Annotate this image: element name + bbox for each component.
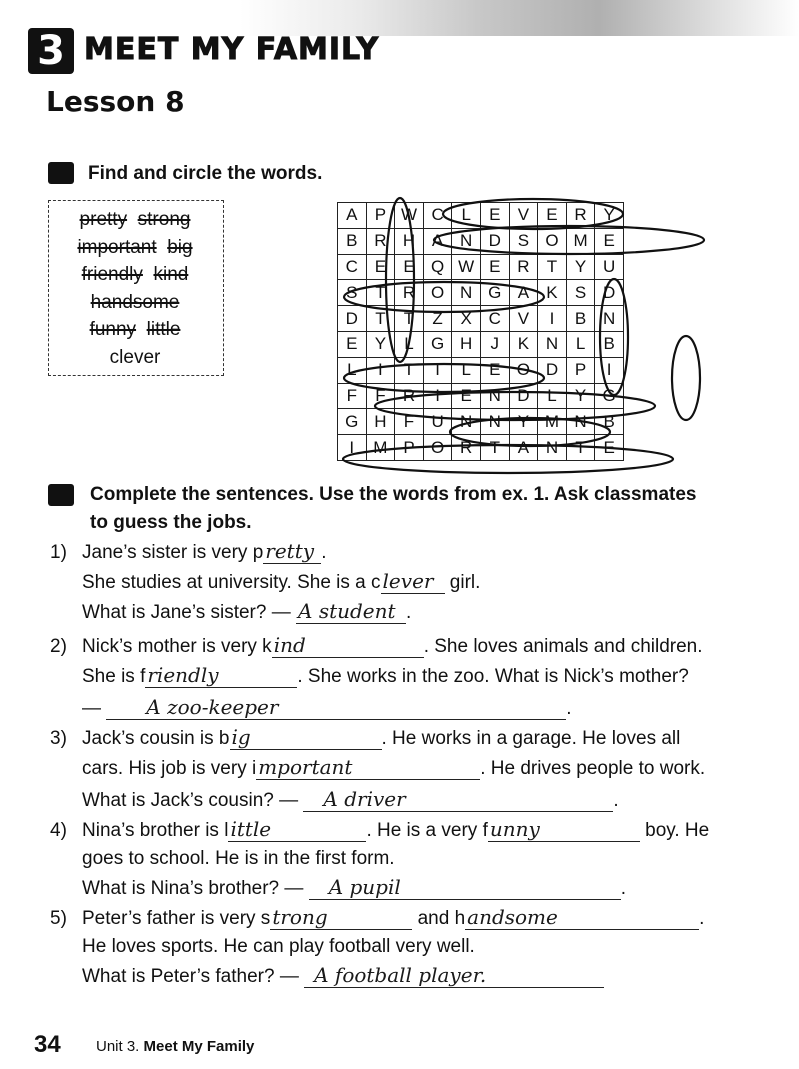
circle-little xyxy=(344,364,544,392)
grid-cell[interactable]: C xyxy=(480,306,509,332)
grid-cell[interactable]: M xyxy=(538,409,567,435)
grid-cell[interactable]: S xyxy=(566,280,595,306)
grid-cell[interactable]: I xyxy=(338,435,367,461)
grid-cell[interactable]: B xyxy=(566,306,595,332)
word-box-line xyxy=(48,261,222,288)
item-number: 1) xyxy=(50,542,67,563)
grid-cell[interactable]: E xyxy=(395,254,424,280)
answer-field[interactable]: unny xyxy=(488,817,640,842)
grid-cell[interactable]: A xyxy=(338,203,367,229)
answer-field[interactable]: riendly xyxy=(145,663,297,688)
grid-cell[interactable]: G xyxy=(595,383,624,409)
exercise-2-icon xyxy=(48,484,74,506)
grid-cell[interactable]: T xyxy=(366,280,395,306)
grid-cell[interactable]: N xyxy=(595,306,624,332)
page-number: 34 xyxy=(34,1031,61,1058)
item-1-line-2: She studies at university. She is a c lever girl. xyxy=(82,569,481,593)
grid-cell[interactable]: W xyxy=(395,203,424,229)
item-number: 2) xyxy=(50,636,67,657)
word-item: kind xyxy=(153,264,189,285)
word-item: pretty xyxy=(79,209,128,230)
lesson-title: Lesson 8 xyxy=(46,85,185,118)
grid-cell[interactable]: G xyxy=(338,409,367,435)
grid-cell[interactable]: E xyxy=(480,357,509,383)
grid-cell[interactable]: T xyxy=(395,306,424,332)
grid-cell[interactable]: H xyxy=(366,409,395,435)
grid-cell[interactable]: R xyxy=(566,203,595,229)
grid-cell[interactable]: O xyxy=(538,228,567,254)
item-4-line-3: What is Nina’s brother? — A pupil . xyxy=(82,875,626,899)
grid-cell[interactable]: N xyxy=(480,383,509,409)
grid-cell[interactable]: B xyxy=(595,331,624,357)
exercise-2-title-line2: to guess the jobs. xyxy=(90,512,252,533)
exercise-2-title-line1: Complete the sentences. Use the words from ex. 1. Ask classmates xyxy=(90,484,697,505)
grid-cell[interactable]: O xyxy=(509,357,538,383)
answer-field[interactable]: andsome xyxy=(465,905,699,930)
item-2-line-1: Nick’s mother is very k ind . She loves animals and children. xyxy=(82,633,703,657)
answer-field[interactable]: lever xyxy=(381,569,445,594)
grid-cell[interactable]: G xyxy=(480,280,509,306)
answer-field[interactable]: A student xyxy=(296,599,406,624)
circle-friendly xyxy=(375,392,655,420)
grid-cell[interactable]: X xyxy=(452,306,481,332)
grid-cell[interactable]: Y xyxy=(595,203,624,229)
grid-cell[interactable]: R xyxy=(452,435,481,461)
exercise-1-icon xyxy=(48,162,74,184)
grid-cell[interactable]: C xyxy=(423,203,452,229)
grid-cell[interactable]: N xyxy=(452,409,481,435)
circle-strong xyxy=(344,282,544,312)
item-3-line-2: cars. His job is very i mportant . He drives people to work. xyxy=(82,755,706,779)
answer-field[interactable]: ittle xyxy=(228,817,366,842)
answer-field[interactable]: trong xyxy=(270,905,412,930)
circle-handsome xyxy=(434,226,704,254)
grid-cell[interactable]: T xyxy=(538,254,567,280)
grid-cell[interactable]: P xyxy=(566,357,595,383)
grid-cell[interactable]: N xyxy=(538,435,567,461)
item-number: 3) xyxy=(50,728,67,749)
grid-cell[interactable]: Y xyxy=(509,409,538,435)
grid-cell[interactable]: F xyxy=(366,383,395,409)
grid-cell[interactable]: T xyxy=(395,357,424,383)
circle-big xyxy=(672,336,700,420)
grid-cell[interactable]: L xyxy=(538,383,567,409)
grid-cell[interactable]: U xyxy=(595,254,624,280)
grid-circle-marks xyxy=(330,192,710,482)
grid-cell[interactable]: E xyxy=(595,228,624,254)
word-box-line xyxy=(48,344,222,371)
grid-cell[interactable]: N xyxy=(452,280,481,306)
grid-cell[interactable]: I xyxy=(366,357,395,383)
item-number: 4) xyxy=(50,820,67,841)
word-item: important xyxy=(77,236,157,258)
grid-cell[interactable]: N xyxy=(538,331,567,357)
answer-field[interactable]: A zoo-keeper xyxy=(106,695,566,720)
answer-field[interactable]: retty xyxy=(263,539,321,564)
grid-cell[interactable]: D xyxy=(509,383,538,409)
grid-cell[interactable]: E xyxy=(538,203,567,229)
grid-cell[interactable]: K xyxy=(509,331,538,357)
grid-cell[interactable]: R xyxy=(366,228,395,254)
grid-cell[interactable]: E xyxy=(452,383,481,409)
grid-cell[interactable]: W xyxy=(452,254,481,280)
item-4-line-1: Nina’s brother is l ittle . He is a very f unny boy. He xyxy=(82,817,710,841)
word-box-line xyxy=(48,316,222,343)
grid-cell[interactable]: N xyxy=(452,228,481,254)
word-item: little xyxy=(146,319,181,340)
grid-cell[interactable]: I xyxy=(595,357,624,383)
grid-cell[interactable]: V xyxy=(509,306,538,332)
grid-cell[interactable]: P xyxy=(395,435,424,461)
grid-cell[interactable]: J xyxy=(480,331,509,357)
grid-cell[interactable]: H xyxy=(452,331,481,357)
word-box-line xyxy=(48,234,222,261)
grid-cell[interactable]: T xyxy=(366,306,395,332)
circle-funny xyxy=(450,418,610,446)
grid-cell[interactable]: N xyxy=(566,409,595,435)
word-box-line xyxy=(48,206,222,233)
grid-cell[interactable]: N xyxy=(480,409,509,435)
grid-cell[interactable]: Y xyxy=(566,383,595,409)
grid-cell[interactable]: B xyxy=(595,409,624,435)
grid-cell[interactable]: L xyxy=(452,203,481,229)
circle-important xyxy=(343,445,673,473)
item-5-line-1: Peter’s father is very s trong and h andsome . xyxy=(82,905,705,929)
item-1-line-3: What is Jane’s sister? — A student . xyxy=(82,599,412,623)
grid-cell[interactable]: L xyxy=(338,357,367,383)
grid-cell[interactable]: E xyxy=(480,254,509,280)
answer-field[interactable]: A football player. xyxy=(304,963,604,988)
exercise-1-title: Find and circle the words. xyxy=(88,163,323,184)
grid-cell[interactable]: T xyxy=(480,435,509,461)
grid-cell[interactable]: L xyxy=(395,331,424,357)
circle-pretty xyxy=(386,198,414,362)
grid-cell[interactable]: Y xyxy=(566,254,595,280)
word-item: clever xyxy=(109,346,161,368)
item-4-line-2: goes to school. He is in the first form. xyxy=(82,848,395,869)
grid-cell[interactable]: E xyxy=(366,254,395,280)
item-number: 5) xyxy=(50,908,67,929)
grid-cell[interactable]: G xyxy=(423,331,452,357)
answer-field[interactable]: A pupil xyxy=(309,875,621,900)
item-2-line-3: — A zoo-keeper . xyxy=(82,695,572,719)
grid-cell[interactable]: E xyxy=(595,435,624,461)
grid-cell[interactable]: P xyxy=(366,203,395,229)
word-box-line xyxy=(48,289,222,316)
grid-cell[interactable]: D xyxy=(538,357,567,383)
grid-cell[interactable]: L xyxy=(566,331,595,357)
grid-cell[interactable]: Q xyxy=(423,254,452,280)
grid-cell[interactable]: T xyxy=(423,357,452,383)
footer-unit: Unit 3. Meet My Family xyxy=(96,1038,255,1055)
grid-cell[interactable]: D xyxy=(480,228,509,254)
grid-cell[interactable]: M xyxy=(566,228,595,254)
grid-cell[interactable]: D xyxy=(338,306,367,332)
item-5-line-3: What is Peter’s father? — A football player. xyxy=(82,962,604,992)
grid-cell[interactable]: F xyxy=(338,383,367,409)
item-1-line-1: Jane’s sister is very p retty . xyxy=(82,539,327,563)
grid-cell[interactable]: A xyxy=(509,435,538,461)
grid-cell[interactable]: Z xyxy=(423,306,452,332)
grid-cell[interactable]: L xyxy=(452,357,481,383)
grid-cell[interactable]: B xyxy=(338,228,367,254)
item-5-line-2: He loves sports. He can play football very well. xyxy=(82,936,475,957)
circle-clever xyxy=(443,199,623,229)
answer-field[interactable]: ig xyxy=(230,725,382,750)
grid-cell[interactable]: R xyxy=(509,254,538,280)
answer-field[interactable]: ind xyxy=(272,633,424,658)
grid-cell[interactable]: R xyxy=(395,383,424,409)
unit-number-badge: 3 xyxy=(28,28,74,74)
grid-cell[interactable]: R xyxy=(395,280,424,306)
word-item: strong xyxy=(137,209,191,230)
item-3-line-1: Jack’s cousin is b ig . He works in a garage. He loves all xyxy=(82,725,681,749)
grid-cell[interactable]: K xyxy=(538,280,567,306)
answer-field[interactable]: A driver xyxy=(303,787,613,812)
grid-cell[interactable]: O xyxy=(423,280,452,306)
word-item: big xyxy=(167,236,193,258)
grid-cell[interactable]: I xyxy=(538,306,567,332)
grid-cell[interactable]: I xyxy=(423,383,452,409)
grid-cell[interactable]: D xyxy=(595,280,624,306)
word-item: handsome xyxy=(90,291,180,313)
grid-cell[interactable]: F xyxy=(395,409,424,435)
grid-cell[interactable]: U xyxy=(423,409,452,435)
grid-cell[interactable]: T xyxy=(566,435,595,461)
circle-kind xyxy=(600,279,628,395)
word-item: funny xyxy=(89,319,137,340)
item-3-line-3: What is Jack’s cousin? — A driver . xyxy=(82,787,619,811)
grid-cell[interactable]: A xyxy=(509,280,538,306)
word-item: friendly xyxy=(81,264,143,285)
grid-cell[interactable]: Y xyxy=(366,331,395,357)
item-2-line-2: She is f riendly . She works in the zoo. What is Nick’s mother? xyxy=(82,663,689,687)
grid-cell[interactable]: C xyxy=(338,254,367,280)
unit-title: MEET MY FAMILY xyxy=(84,32,380,67)
grid-cell[interactable]: A xyxy=(423,228,452,254)
grid-cell[interactable]: H xyxy=(395,228,424,254)
grid-cell[interactable]: S xyxy=(338,280,367,306)
grid-cell[interactable]: M xyxy=(366,435,395,461)
grid-cell[interactable]: S xyxy=(509,228,538,254)
grid-cell[interactable]: E xyxy=(338,331,367,357)
grid-cell[interactable]: E xyxy=(480,203,509,229)
answer-field[interactable]: mportant xyxy=(256,755,480,780)
grid-cell[interactable]: O xyxy=(423,435,452,461)
grid-cell[interactable]: V xyxy=(509,203,538,229)
